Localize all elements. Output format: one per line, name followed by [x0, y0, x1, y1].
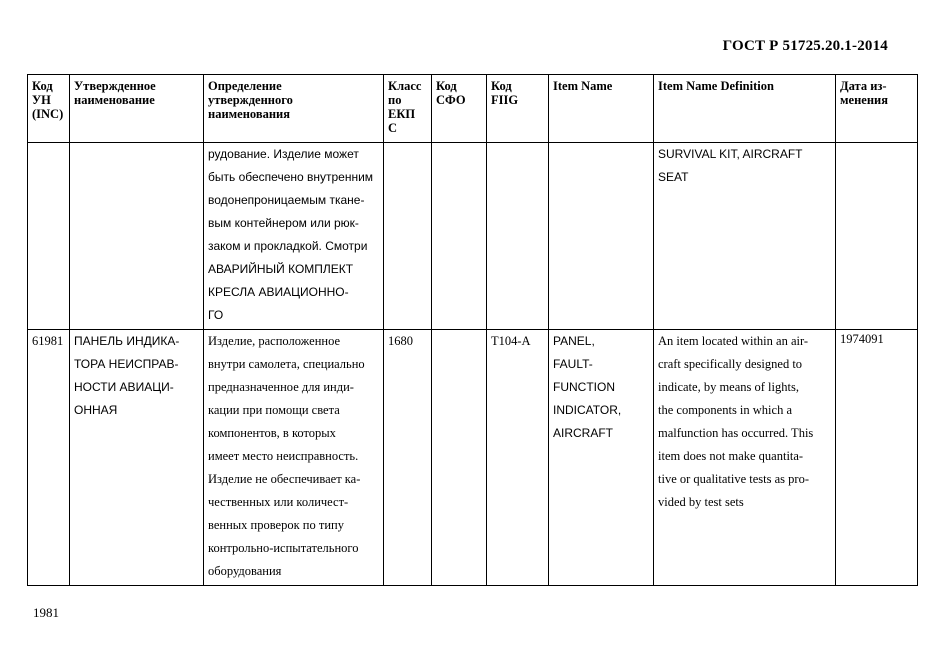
- cell-item-name: [549, 143, 654, 330]
- table-header-row: [28, 75, 918, 143]
- col-header-sfo: Код СФО: [432, 75, 487, 143]
- table-row: [28, 330, 918, 586]
- table-row: [28, 143, 918, 330]
- cell-fiig: T104-A: [487, 330, 549, 586]
- cell-inc: [28, 143, 70, 330]
- col-header-class: Класс по ЕКП С: [384, 75, 432, 143]
- cell-sfo: [432, 330, 487, 586]
- col-header-inc: Код УН (INC): [28, 75, 70, 143]
- col-header-fiig: Код FIIG: [487, 75, 549, 143]
- cell-class: 1680: [384, 330, 432, 586]
- cell-inc: 61981: [28, 330, 70, 586]
- cell-date: 1974091: [836, 330, 918, 586]
- col-header-definition: Определение утвержденного наименования: [204, 75, 384, 143]
- cell-sfo: [432, 143, 487, 330]
- cell-date: [836, 143, 918, 330]
- item-names-table: [27, 74, 918, 586]
- cell-fiig: [487, 143, 549, 330]
- cell-approved-name: ПАНЕЛЬ ИНДИКА- ТОРА НЕИСПРАВ- НОСТИ АВИАЦИ- ОННАЯ: [70, 330, 204, 586]
- col-header-approved-name: Утвержденное наименование: [70, 75, 204, 143]
- col-header-item-name: Item Name: [549, 75, 654, 143]
- page-number: 1981: [33, 605, 59, 620]
- cell-definition: Изделие, расположенное внутри самолета, специально предназначенное для инди- кации при помощи света компонентов, в которых имеет место неисправность. Изделие не обеспечивает ка- чественных или количест- венных проверок по типу контрольно-испытательного оборудования: [204, 330, 384, 586]
- cell-definition: рудование. Изделие может быть обеспечено внутренним водонепроницаемым ткане- вым контейнером или рюк- заком и прокладкой. Смотри АВАРИЙНЫЙ КОМПЛЕКТ КРЕСЛА АВИАЦИОННО- ГО: [204, 143, 384, 330]
- col-header-item-definition: Item Name Definition: [654, 75, 836, 143]
- cell-item-definition: An item located within an air- craft specifically designed to indicate, by means of lights, the components in which a malfunction has occurred. This item does not make quantita- tive or qualitative tests as pro- vided by test sets: [654, 330, 836, 586]
- col-header-date: Дата из- менения: [836, 75, 918, 143]
- cell-approved-name: [70, 143, 204, 330]
- cell-item-definition: SURVIVAL KIT, AIRCRAFT SEAT: [654, 143, 836, 330]
- cell-item-name: PANEL, FAULT- FUNCTION INDICATOR, AIRCRAFT: [549, 330, 654, 586]
- document-header: ГОСТ Р 51725.20.1-2014: [722, 38, 888, 54]
- cell-class: [384, 143, 432, 330]
